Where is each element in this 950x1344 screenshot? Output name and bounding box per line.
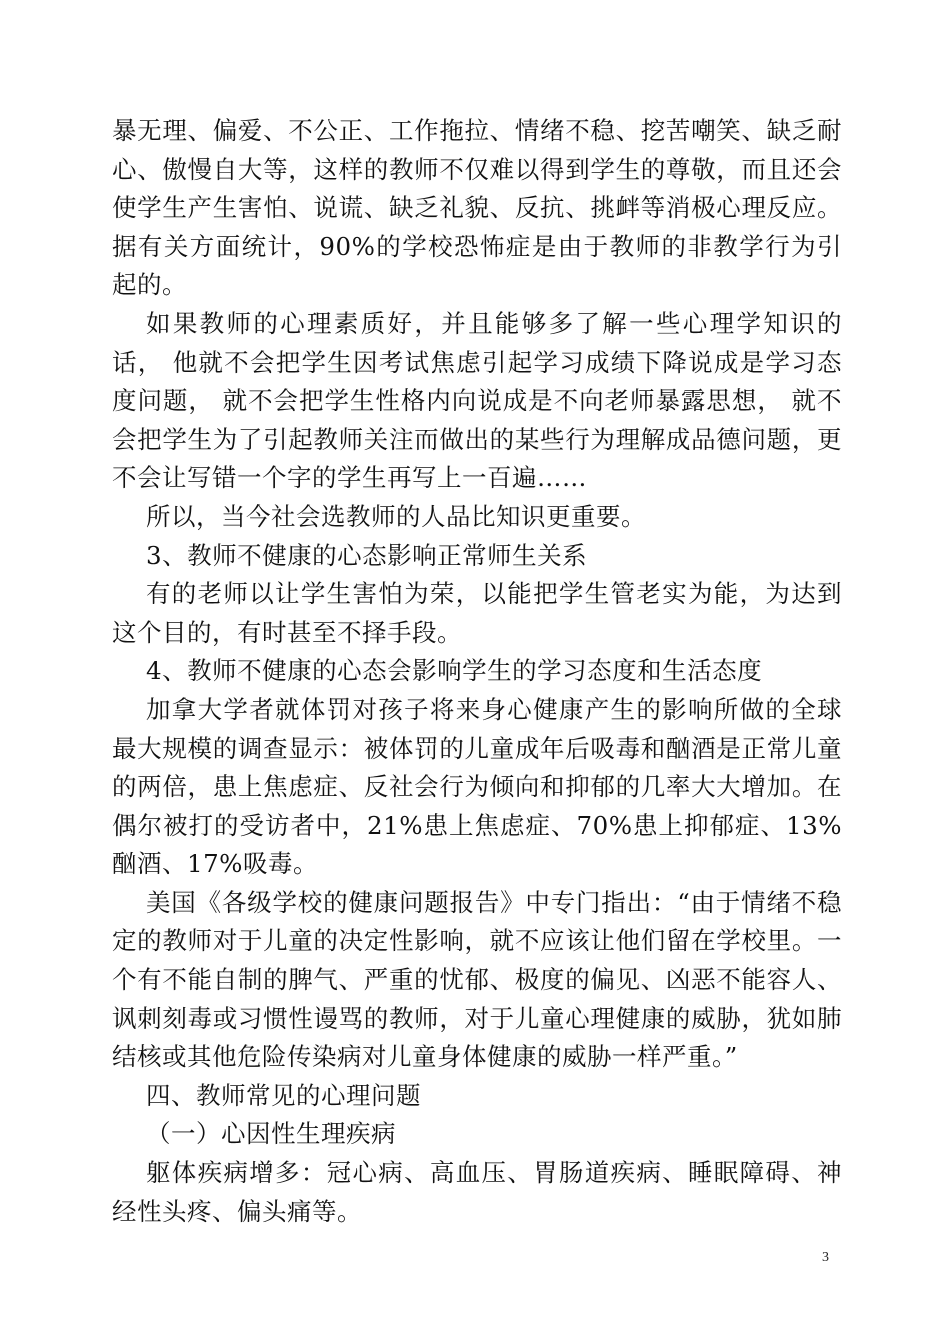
body-paragraph: 美国《各级学校的健康问题报告》中专门指出：“由于情绪不稳定的教师对于儿童的决定性影响，就不应该让他们留在学校里。一个有不能自制的脾气、严重的忧郁、极度的偏见、凶恶不能容人、讽刺刻毒或习惯性谩骂的教师，对于儿童心理健康的威胁，犹如肺结核或其他危险传染病对儿童身体健康的威胁一样严重。”	[112, 887, 842, 1072]
body-paragraph: 躯体疾病增多：冠心病、高血压、胃肠道疾病、睡眠障碍、神经性头疼、偏头痛等。	[112, 1158, 842, 1226]
body-paragraph: 暴无理、偏爱、不公正、工作拖拉、情绪不稳、挖苦嘲笑、缺乏耐心、傲慢自大等，这样的教师不仅难以得到学生的尊敬，而且还会使学生产生害怕、说谎、缺乏礼貌、反抗、挑衅等消极心理反应。据有关方面统计，90%的学校恐怖症是由于教师的非教学行为引起的。	[112, 116, 842, 300]
section-heading: 3、教师不健康的心态影响正常师生关系	[146, 540, 588, 570]
document-page	[112, 112, 842, 1231]
body-paragraph: 如果教师的心理素质好，并且能够多了解一些心理学知识的话， 他就不会把学生因考试焦虑引起学习成绩下降说成是学习态度问题， 就不会把学生性格内向说成是不向老师暴露思想， 就不会把学生为了引起教师关注而做出的某些行为理解成品德问题，更不会让写错一个字的学生再写上一百遍……	[112, 308, 842, 493]
section-heading: 4、教师不健康的心态会影响学生的学习态度和生活态度	[146, 656, 763, 686]
page-number: 3	[822, 1250, 829, 1265]
body-paragraph: 有的老师以让学生害怕为荣，以能把学生管老实为能，为达到这个目的，有时甚至不择手段。	[112, 579, 842, 647]
body-paragraph: 所以，当今社会选教师的人品比知识更重要。	[146, 501, 646, 531]
section-heading: 四、教师常见的心理问题	[146, 1080, 421, 1110]
subsection-heading: （一）心因性生理疾病	[146, 1119, 396, 1149]
body-paragraph: 加拿大学者就体罚对孩子将来身心健康产生的影响所做的全球最大规模的调查显示：被体罚的儿童成年后吸毒和酗酒是正常儿童的两倍，患上焦虑症、反社会行为倾向和抑郁的几率大大增加。在偶尔被打的受访者中，21%患上焦虑症、70%患上抑郁症、13%酗酒、17%吸毒。	[112, 694, 842, 879]
